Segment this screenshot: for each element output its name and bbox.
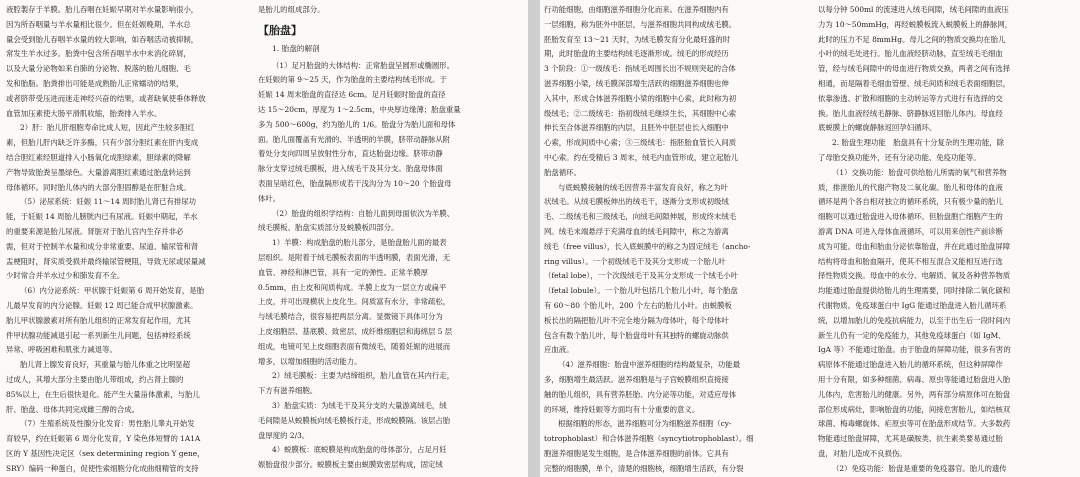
text-line: 板长出的隔把胎儿叶不完全地分隔为母体叶，每个母体叶 <box>544 315 729 325</box>
text-line: （7）生殖系统及性腺分化发育：男性胎儿睾丸开始发 <box>20 419 195 429</box>
text-line: 3 个阶段：①一级绒毛：指绒毛周围长出不规则突起的合体 <box>544 64 736 74</box>
text-line: 表面呈暗红色，胎盘隔形成若干浅沟分为 10～20 个胎盘母 <box>258 178 452 188</box>
text-line: （6）内分泌系统：甲状腺于妊娠第 6 周开始发育，是胎 <box>20 286 205 296</box>
text-line: 母体循环。同时胎儿体内的大部分胆固醇是在肝脏合成。 <box>6 182 191 192</box>
text-line: 细胞可以通过胎盘进入母体循环。但胎盘胞亡细胞产生的 <box>818 212 1003 222</box>
text-line: 多为 500～600g，约为胎儿的 1/6。胎盘分为胎儿面和母体 <box>258 119 456 129</box>
text-line: 绒毛（free villus），长入底蜕膜中的称之为固定绒毛（ancho- <box>544 241 751 251</box>
right-column-1 <box>544 3 806 477</box>
text-line: 盂梗阻时，肾实质受损并最终输尿管梗阻，导致无尿或尿量减 <box>6 256 206 266</box>
text-line: （2）胎盘的组织学结构：自胎儿面到母面依次为羊膜、 <box>272 208 455 218</box>
text-line: 与底蜕膜接触的绒毛因营养丰富发育良好，称之为叶 <box>558 182 728 192</box>
text-line: 质，排泄胎儿的代谢产物及二氧化碳。胎儿和母体的血液 <box>818 182 1003 192</box>
text-line: 2. 胎盘生理功能 胎盘具有十分复杂的生理功能，除 <box>832 138 1004 148</box>
text-line: 一层细胞，称为胚外中胚层，与滋养细胞共同构成绒毛膜。 <box>544 19 737 29</box>
text-line: 液腔製存于羊膜。胎儿吞咽在妊娠早期对羊水量影响很小， <box>6 5 199 14</box>
text-line: 状绒毛。从绒毛膜板伸出的绒毛干，逐渐分支形成初级绒 <box>544 197 729 207</box>
text-line: 能，于妊娠 14 周胎儿膀胱内已有尿液。妊娠中期起，羊水 <box>6 212 198 222</box>
text-line: 此时的压力不足 8mmHg。母儿之间的物质交换均在胎儿 <box>818 34 1006 44</box>
text-line: 发和胎脂。胎粪排出可能是成熟胎儿正常蠕动的结果， <box>6 78 184 88</box>
text-line: 统，以增加胎儿的免疫抗病能力，以至于出生后一段时间内 <box>818 315 1011 325</box>
text-line: 期，此时胎盘的主要结构绒毛逐渐形成。绒毛的形成经历 <box>544 49 729 59</box>
text-line: IgA 等）不能通过胎盘。由于胎盘的屏障功能，很多有害的 <box>818 345 1011 355</box>
text-line: 心索，形成间质中心索；③三级绒毛：指胚胎血管长入间质 <box>544 138 737 148</box>
text-line: 换。胎儿血液经绒毛静脉、脐静脉返回胎儿体内。母血经 <box>818 108 1003 118</box>
text-line: totrophoblast）和合体滋养细胞（syncytiotrophoblast）。细 <box>544 434 754 444</box>
text-line: 病原体不能通过胎盘进入胎儿的循环系统，但这种屏障作 <box>818 360 1003 370</box>
text-line: 儿体内，危害胎儿的健康。另外，两有部分病原体可在胎盘 <box>818 389 1011 399</box>
text-line: 择性物质交换。母血中的水分、电解质、氧及各种营养物质 <box>818 271 1011 281</box>
text-line: 以每分钟 500ml 的流速进入绒毛间隙，绒毛间隙的血液压 <box>818 5 1009 14</box>
text-line: 入其中，形成合体滋养细胞小梁的细胞中心索，此时称为初 <box>544 93 737 103</box>
text-line: 成为可能。母血和胎血分泌依靠胎盘，并在此通过胎盘屏障 <box>818 241 1011 251</box>
right-column-2 <box>818 3 1076 477</box>
text-line: 物能通过胎盘屏障，尤其是磺胺类、抗生素类要易通过胎 <box>818 434 1003 444</box>
text-line: 多，细胞增生最活跃。滋养细胞是与子宫蜕膜组织直接接 <box>544 374 729 384</box>
text-line: 需，但对于控制羊水量和成分非常重要。尿道、输尿管和肾 <box>6 241 199 251</box>
text-line: 1）羊膜：构成胎盘的胎儿部分，是胎盘胎儿面的最表 <box>272 238 447 248</box>
text-line: 肝、胎盘、母体共同完成雌三醇的合成。 <box>6 404 140 414</box>
text-line: 新生儿仍有一定的免疫能力，其他免疫球蛋白（如 IgM、 <box>818 330 1006 340</box>
text-line: 包含有数个胎儿叶，每个胎盘母叶有其独特的螺旋动脉供 <box>544 330 729 340</box>
text-line: 绒毛膜板、胎盘实质部分及蜕膜板四部分。 <box>258 223 399 233</box>
text-line: （4）滋养细胞：胎盘中滋养细胞的结构最复杂，功能最 <box>558 360 741 370</box>
text-line: 区的 Y 基因性决定区（sex determining region Y gene， <box>6 448 205 458</box>
text-line: 的重要来源是胎儿尿液。肾脏对于胎儿宫内生存并非必 <box>6 226 184 236</box>
text-line: 游离 DNA 可进入母体血液循环，可以用来创性产前诊断 <box>818 226 1004 236</box>
text-line: 2）绒毛膜板：主要为结缔组织，胎儿血管在其内行走， <box>272 371 455 381</box>
text-line: SRY）编码一种蛋白，促使性索细胞分化成曲细精管的支持 <box>6 463 199 473</box>
text-line: 应血液。 <box>544 345 574 355</box>
intro-line: 是胎儿的组成部分。 <box>258 5 325 14</box>
text-line: 力为 10～50mmHg，再经蜕膜板流入蜕膜板上的静脉网， <box>818 19 1013 29</box>
left-column-2 <box>258 3 520 477</box>
text-line: 0.5mm，由上皮和间质构成。羊膜上皮为一层立方或扁平 <box>258 282 447 292</box>
text-line: 达 15～20cm，厚度为 1～2.5cm，中央厚边缘薄；胎盘重量 <box>258 104 461 114</box>
text-line: 产物导致胎粪呈墨绿色。大量游离胆红素通过胎盘转运到 <box>6 167 191 177</box>
text-line: 2）肝：胎儿肝细胞寿命比成人短，因此产生较多胆红 <box>20 123 195 133</box>
left-column-1 <box>6 3 244 477</box>
text-line: 级绒毛；②二级绒毛：指初级绒毛继续生长，其细胞中心索 <box>544 108 737 118</box>
text-line: 异常、呼吸困难和肌张力减退等。 <box>6 345 117 355</box>
text-line: （1）足月胎盘的大体结构：正常胎盘呈圆形或椭圆形。 <box>272 60 455 70</box>
text-line: 胎儿肾上腺发育良好，其重量与胎儿体重之比明显超 <box>20 360 190 370</box>
left-page <box>0 0 528 477</box>
text-line: 因为所吞咽量与羊水量相比很少。但在妊娠晚期，羊水总 <box>6 19 191 29</box>
text-line: 下方有滋养细胞。 <box>258 386 318 396</box>
text-line: 用十分有限，如多种细菌、病毒、原虫等能通过胎盘进入胎 <box>818 374 1011 384</box>
text-line: 管，经与绒毛间隙中的母血进行物质交换，两者之间有选择 <box>818 64 1011 74</box>
text-line: 了母胎交换功能外，还有分泌功能、免疫功能等。 <box>818 152 981 162</box>
text-line: 小叶的绒毛处进行。胎儿血液经脐动脉，直至绒毛毛细血 <box>818 49 1003 59</box>
text-line: 滋养细胞小梁，绒毛膜深部增生活跃的细胞滋养细胞也伸 <box>544 78 729 88</box>
text-line: 过成人，其增大部分主要由胎儿带组成，约占肾上腺的 <box>6 374 184 384</box>
text-line: （fetal lobe），一个次级绒毛干及其分支形成一个绒毛小叶 <box>544 271 739 281</box>
text-line: 儿最早发育的内分泌腺。妊娠 12 周已能合成甲状腺激素。 <box>6 300 198 310</box>
text-line: 组成，电镜可见上皮细胞表面有微绒毛，随着妊娠的进展而 <box>258 341 451 351</box>
text-line: （2）免疫功能：胎盘是重要的免疫器官。胎儿的遗传 <box>832 463 1007 473</box>
text-line: 4）蜕膜板：底蜕膜是构成胎盘的母体部分，占足月妊 <box>272 445 447 455</box>
text-line: 量会受到胎儿吞咽羊水量的较大影响，如吞咽活动被抑制， <box>6 34 199 44</box>
text-line: 胚胎发育至 13～21 天时，为绒毛膜发育分化最旺盛的时 <box>544 34 731 44</box>
text-line: 着处分支向四周呈放射性分布，直达胎盘边缘。脐带动静 <box>258 149 443 159</box>
text-line: 与绒毛膜结合，很容易把两层分离。显微镜下具体可分为 <box>258 312 443 322</box>
text-line: 胎儿甲状腺激素对所有胎儿组织的正常发育起作用，尤其 <box>6 315 191 325</box>
text-line: 血管、神经和淋巴管，具有一定的弹性。正常羊膜厚 <box>258 267 428 277</box>
book-gutter <box>528 0 540 477</box>
text-line: 常发生羊水过多。胎粪中包含所吞咽羊水中未消化碎屑， <box>6 49 191 59</box>
text-line: 素，但胎儿肝内缺乏许多酶，只有少部分胆红素在肝内变成 <box>6 138 199 148</box>
text-line: 相通，而是隔着毛细血管壁、绒毛间质和绒毛表面细胞层， <box>818 78 1011 88</box>
text-line: 体叶。 <box>258 193 281 203</box>
text-line: 毛间隙是从蜕膜板向绒毛膜板行走，形成蜕膜隔。该层占胎 <box>258 415 451 425</box>
text-line: 根据细胞的形态，滋养细胞可分为细胞滋养细胞（cy- <box>558 419 732 429</box>
text-line: （1）交换功能：胎盘可供给胎儿所需的氧气和营养物 <box>832 167 1007 177</box>
right-page <box>540 0 1080 477</box>
text-line: 胞滋养细胞是发生细胞，是合体滋养细胞的前体。它具有 <box>544 448 729 458</box>
text-line: 触的胎儿组织，具有营养胚胎、内分泌等功能，对适应母体 <box>544 389 737 399</box>
text-line: 增多，以增加细胞的活动能力。 <box>258 356 362 366</box>
text-line: 完整的细胞膜，单个，清楚的细胞核，细胞增生活跃，有分裂 <box>544 463 744 473</box>
text-line: 中心索。约在受精后 3 周末，绒毛内血管形成，建立起胎儿 <box>544 152 739 162</box>
text-line: （5）泌尿系统：妊娠 11～14 周时胎儿肾已有排尿功 <box>20 197 197 207</box>
text-line: 代谢物质。免疫球蛋白中 IgG 能通过胎盘进入胎儿循环系 <box>818 300 1007 310</box>
text-line: 的环境，维持妊娠等方面均有十分重要的意义。 <box>544 404 700 414</box>
text-line: 依靠渗透、扩散和细胞的主动转运等方式进行有选择的交 <box>818 93 1003 103</box>
text-line: 娠胎盘很少部分。蜕膜板主要由蜕膜致密层构成，固定绒 <box>258 460 443 470</box>
text-line: 盘，对胎儿造成不良损伤。 <box>818 448 907 458</box>
text-line: 育较早，约在妊娠第 6 周分化发育，Y 染色体短臂的 1A1A <box>6 434 201 444</box>
text-line: 件甲状腺功能减退引起一系列新生儿问题，包括神经系统 <box>6 330 191 340</box>
text-line: 或者脐带受压进而迷走神经兴奋的结果，或者缺氧使垂体释放 <box>6 93 206 103</box>
text-line: 底蜕膜上的螺旋静脉返回孕妇循环。 <box>818 123 937 133</box>
text-line: 层组织。是附着于绒毛膜板表面的半透明膜，表面光滑，无 <box>258 252 451 262</box>
text-line: 结合胆红素经胆道排入小肠氧化成胆绿素，胆绿素的降解 <box>6 152 191 162</box>
section-title: 【胎盘】 <box>258 23 302 37</box>
text-line: 面。胎儿面覆盖有光滑的、半透明的羊膜，脐带动静脉从附 <box>258 134 451 144</box>
text-line: 行功能细胞，由细胞滋养细胞分化而来。在滋养细胞内有 <box>544 5 729 14</box>
text-line: 均能通过胎盘提供给胎儿的生理需要，同时排除二氧化碳和 <box>818 286 1011 296</box>
text-line: 盘厚度的 2/3。 <box>258 430 310 440</box>
text-line: 循环是两个各自相对独立的循环系统，只有极少量的胎儿 <box>818 197 1003 207</box>
text-line: 胎盘循环。 <box>544 167 581 177</box>
text-line: ring villus）。一个初级绒毛干及其分支形成一个胎儿叶 <box>544 256 726 266</box>
text-line: 球菌、梅毒螺旋体、疟原虫等可在胎盘形成结节。大多数药 <box>818 419 1011 429</box>
text-line: 上皮，并可出现横状上皮化生。间质富有水分，非常疏松， <box>258 297 451 307</box>
text-line: 少时常合并羊水过少和肺发育不全。 <box>6 271 125 281</box>
text-line: 以及大量分泌物如来自肺的分泌物、脱落的胎儿细胞、毛 <box>6 64 191 74</box>
text-line: 结构将母血和胎血隔开，使其不相互混合又能相互进行选 <box>818 256 1003 266</box>
subsection-title: 1. 胎盘的解剖 <box>272 43 320 53</box>
text-line: 妊娠 14 周末胎盘的直径达 6cm。足月妊娠时胎盘的直径 <box>258 90 446 100</box>
text-line: 脉分支穿过绒毛膜板，进入绒毛干及其分支。胎盘母体面 <box>258 164 443 174</box>
text-line: 在妊娠的第 9～25 天，作为胎盘的主要结构绒毛形成。于 <box>258 75 447 85</box>
text-line: 3）胎盘实质：为绒毛干及其分支的大量游离绒毛，绒 <box>272 400 447 410</box>
text-line: 伸长至合体滋养细胞的内层，且胚外中胚层也长入细胞中 <box>544 123 729 133</box>
text-line: 部位形成病灶，影响胎盘的功能，间接危害胎儿，如结核双 <box>818 404 1011 414</box>
text-line: 上皮细胞层、基底膜、致密层、成纤维细胞层和海绵层 5 层 <box>258 326 453 336</box>
text-line: 有 60～80 个胎儿叶，200 个左右的胎儿小叶。由蜕膜板 <box>544 300 732 310</box>
text-line: 毛、二级绒毛和三级绒毛，向绒毛间隙伸展，形成终末绒毛 <box>544 212 737 222</box>
text-line: 血管加压素使大肠平滑肌收缩，胎粪排入羊水。 <box>6 108 162 118</box>
text-line: （fetal lobule）。一个胎儿叶包括几个胎儿小叶，每个胎盘 <box>544 286 738 296</box>
text-line: 85%以上，在生后很快退化。能产生大量甾体激素，与胎儿 <box>6 389 200 399</box>
text-line: 网。绒毛末端悬浮于充满母血的绒毛间隙中，称之为游离 <box>544 226 729 236</box>
